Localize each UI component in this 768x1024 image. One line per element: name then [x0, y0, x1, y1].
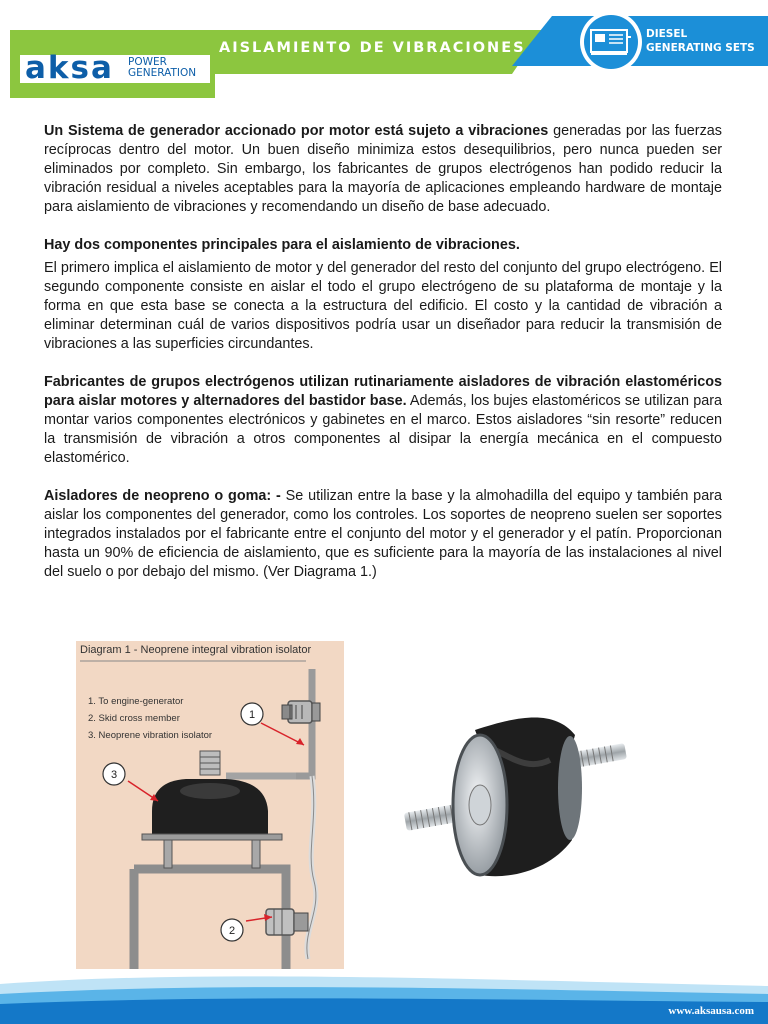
diesel-generating-sets-label: [646, 27, 755, 55]
callout-3: 3: [110, 769, 118, 781]
callout-1: 1: [248, 709, 256, 721]
diagram-title: Diagram 1 - Neoprene integral vibration isolator: [80, 644, 312, 656]
diagram-illustration: [76, 641, 344, 969]
page-footer: [0, 960, 768, 1024]
paragraph-elastomeric: [44, 373, 722, 468]
diagram-legend-item: 1. To engine-generator: [88, 696, 184, 707]
right-label-line2: GENERATING SETS: [646, 42, 755, 54]
logo-subtitle-line2: GENERATION: [128, 67, 197, 79]
diagram-legend-item: 3. Neoprene vibration isolator: [88, 730, 213, 741]
aksa-logo: aksa: [25, 50, 114, 86]
page-title: AISLAMIENTO DE VIBRACIONES: [219, 40, 526, 56]
logo-subtitle-line1: POWER: [128, 56, 167, 68]
paragraph-intro-bold: Un Sistema de generador accionado por motor está sujeto a vibraciones: [44, 123, 549, 139]
footer-wave: [0, 960, 768, 1024]
page-header: [0, 0, 768, 110]
rubber-mount-photo: [400, 710, 630, 890]
article-body: [44, 122, 722, 582]
paragraph-elastomeric-text: Además, los bujes elastoméricos se utilizan para montar varios componentes electrónicos y gabinetes en el marco. Estos aisladores “sin resorte” reducen la transmisión de vibración a otros componentes al disipar la energía mecánica en el compuesto elastomérico.: [44, 393, 722, 466]
section-heading: Hay dos componentes principales para el aislamiento de vibraciones.: [44, 237, 520, 253]
paragraph-intro: [44, 122, 722, 217]
paragraph-neoprene-bold: Aisladores de neopreno o goma: -: [44, 488, 281, 504]
website-url: www.aksausa.com: [668, 1005, 754, 1017]
paragraph-neoprene-text: Se utilizan entre la base y la almohadilla del equipo y también para aislar los componentes del generador, como los controles. Los soportes de neopreno suelen ser soportes integrados instalados por el fabricante entre el conjunto del motor y el generador y el patín. Proporcionan hasta un 90% de eficiencia de aislamiento, que es suficiente para la mayoría de las instalaciones al nivel del suelo o por debajo del mismo. (Ver Diagrama 1.): [44, 488, 722, 580]
logo-subtitle: [128, 57, 196, 79]
generator-icon: [578, 9, 644, 75]
paragraph-intro-text: generadas por las fuerzas recíprocas dentro del motor. Un buen diseño minimiza estos desequilibrios, pero nunca pueden ser eliminados por completo. Sin embargo, los fabricantes de grupos electrógenos han podido reducir la vibración residual a niveles aceptables para la mayoría de aplicaciones empleando hardware de montaje para aislamiento de vibraciones y recomendando un diseño de base adecuado.: [44, 123, 722, 215]
diagram-legend-item: 2. Skid cross member: [88, 713, 180, 724]
paragraph-elastomeric-bold: Fabricantes de grupos electrógenos utilizan rutinariamente aisladores de vibración elastoméricos para aislar motores y alternadores del bastidor base.: [44, 374, 722, 409]
paragraph-neoprene: [44, 487, 722, 582]
callout-2: 2: [228, 925, 236, 937]
diagram-legend: [88, 693, 212, 744]
right-label-line1: DIESEL: [646, 28, 688, 40]
neoprene-isolator-diagram: [76, 641, 344, 969]
paragraph-components: El primero implica el aislamiento de motor y del generador del resto del conjunto del grupo electrógeno. El segundo componente consiste en aislar el todo el grupo electrógeno de su plataforma de montaje y la forma en que esta base se conecta a la estructura del edificio. El costo y la cantidad de vibración a eliminar determinan cuál de varios dispositivos podría usar un diseñador para reducir la transmisión de vibraciones a las superficies circundantes.: [44, 260, 722, 352]
